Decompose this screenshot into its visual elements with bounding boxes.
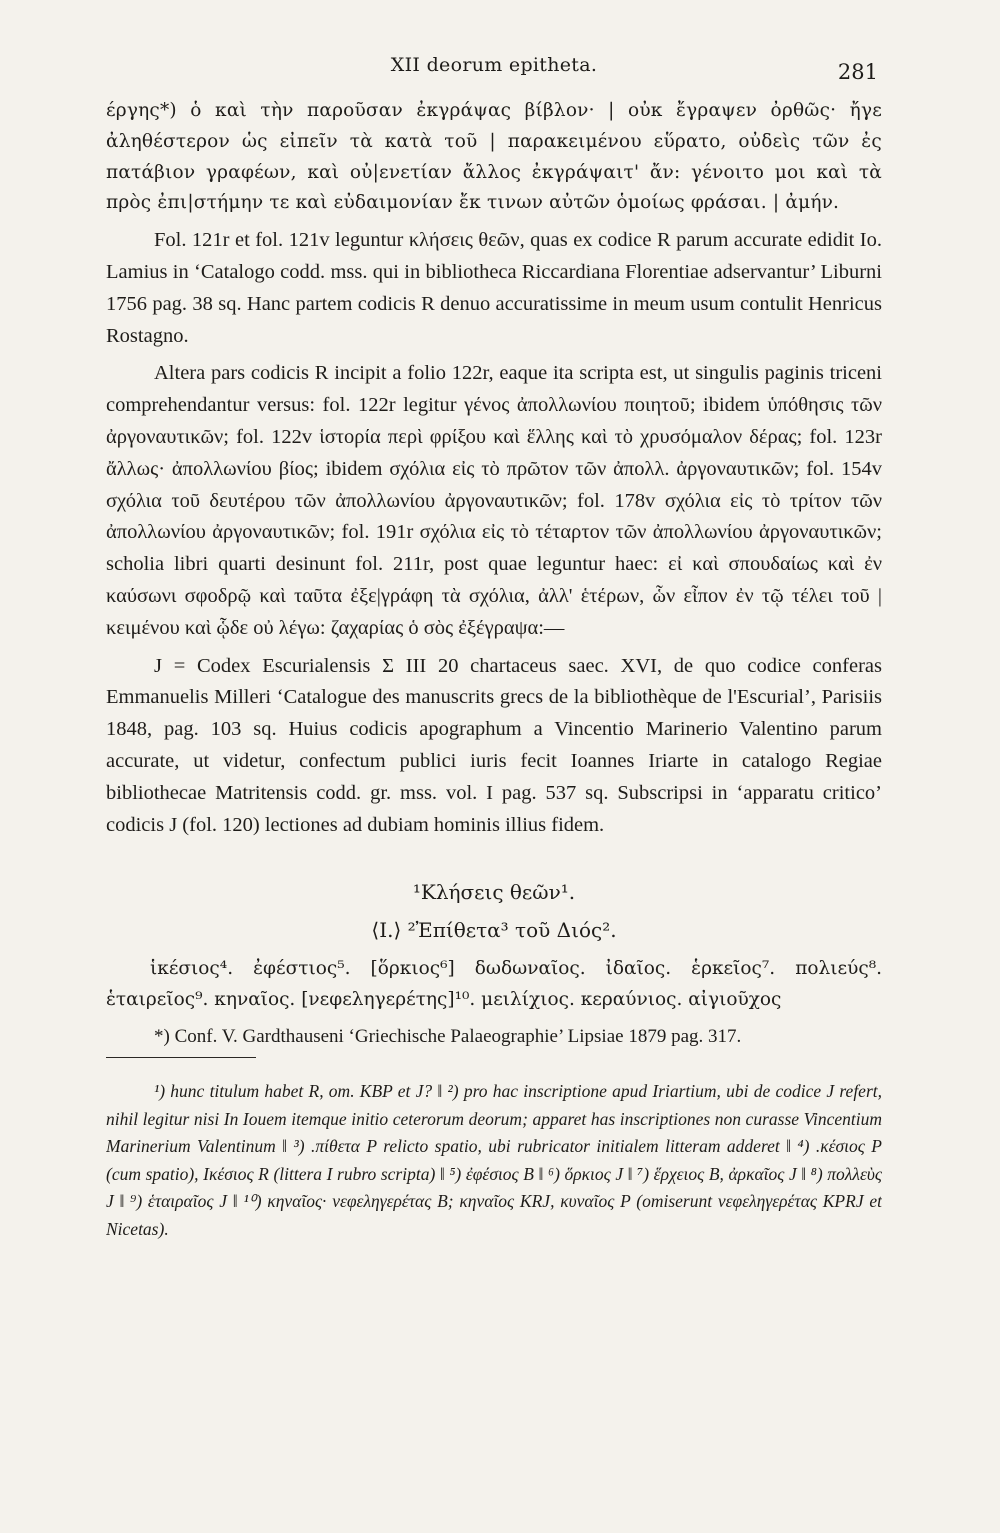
footnote-rule xyxy=(106,1057,256,1058)
paragraph-fol-121: Fol. 121r et fol. 121v leguntur κλήσεις θεῶν, quas ex codice R parum accurate edidit Io. Lamius in ‘Catalogo codd. mss. qui in bibliotheca Riccardiana Florentiae adservantur’ Liburni 1756 pag. 38 sq. Hanc partem codicis R denuo accuratissime in meum usum contulit Henricus Rostagno. xyxy=(106,229,882,347)
critical-apparatus: ¹) hunc titulum habet R, om. KBP et J? ‖ ²) pro hac inscriptione apud Iriartium, ubi de codice J refert, nihil legitur nisi In Iouem itemque initio ceterorum deorum; apparet has inscriptiones non curasse Vincentium Marinerium Valentinum ‖ ³) .πίθετα P relicto spatio, ubi rubricator initialem litteram adderet ‖ ⁴) .κέσιος P (cum spatio), Ικέσιος R (littera I rubro scripta) ‖ ⁵) ἐφέσιος B ‖ ⁶) ὅρκιος J ‖ ⁷) ἕρχειος B, ἀρκαῖος J ‖ ⁸) πολλεὺς J ‖ ⁹) ἑταιραῖος J ‖ ¹⁰) κηναῖος· νεφεληγερέτας B; κηναῖος KRJ, κυναῖος P (omiserunt νεφεληγερέτας KPRJ et Nicetas). xyxy=(106,1081,882,1239)
page-number: 281 xyxy=(837,60,878,84)
epithet-list: ἱκέσιος⁴. ἐφέστιος⁵. [ὅρκιος⁶] δωδωναῖος. ἰδαῖος. ἑρκεῖος⁷. πολιεύς⁸. ἑταιρεῖος⁹. κηναῖος. [νεφεληγερέτης]¹⁰. μειλίχιος. κεραύνιος. αἰγιοῦχος xyxy=(106,958,882,1011)
paragraph-codex-j: J = Codex Escurialensis Σ III 20 chartaceus saec. XVI, de quo codice conferas Emmanuelis Milleri ‘Catalogue des manuscrits grecs de la bibliothèque de l'Escurial’, Parisiis 1848, pag. 103 sq. Huius codicis apographum a Vincentio Marinerio Valentino parum accurate, ut videtur, confectum publici iuris fecit Ioannes Iriarte in catalogo Regiae bibliothecae Matritensis codd. gr. mss. vol. I pag. 537 sq. Subscripsi in ‘apparatu critico’ codicis J (fol. 120) lectiones ad dubiam hominis illius fidem. xyxy=(106,654,882,836)
paragraph-altera-pars: Altera pars codicis R incipit a folio 122r, eaque ita scripta est, ut singulis paginis triceni comprehendantur versus: fol. 122r legitur γένος ἀπολλωνίου ποιητοῦ; ibidem ὑπόθησις τῶν ἀργοναυτικῶν; fol. 122v ἱστορία περὶ φρίξου καὶ ἕλλης καὶ τὸ χρυσόμαλον δέρας; fol. 123r ἄλλως· ἀπολλωνίου βίος; ibidem σχόλια εἰς τὸ πρῶτον τῶν ἀπολλ. ἀργοναυτικῶν; fol. 154v σχόλια τοῦ δευτέρου τῶν ἀπολλωνίου ἀργοναυτικῶν; fol. 178v σχόλια εἰς τὸ τρίτον τῶν ἀπολλωνίου ἀργοναυτικῶν; fol. 191r σχόλια εἰς τὸ τέταρτον τῶν ἀπολλωνίου ἀργοναυτικῶν; scholia libri quarti desinunt fol. 211r, post quae leguntur haec: εἰ καὶ σπουδαίως καὶ ἐν καύσωνι σφοδρῷ καὶ ταῦτα ἐξε|γράφη τὰ σχόλια, ἀλλ' ἑτέρων, ὧν εἶπον ἐν τῷ τέλει τοῦ | κειμένου καὶ ᾧδε οὐ λέγω: ζαχαρίας ὁ σὸς ἐξέγραψα:— xyxy=(106,362,882,639)
paragraph-subscription: έργης*) ὁ καὶ τὴν παροῦσαν ἐκγράψας βίβλον· | οὐκ ἔγραψεν ὀρθῶς· ἤγε ἀληθέστερον ὡς εἰπεῖν τὰ κατὰ τοῦ | παρακειμένου εὕρατο, οὐδεὶς τῶν ἐς πατάβιον γραφέων, καὶ οὐ|ενετίαν ἄλλος ἐκγράψαιτ' ἄν: γένοιτο μοι καὶ τὰ πρὸς ἐπι|στήμην τε καὶ εὐδαιμονίαν ἔκ τινων αὐτῶν ὁμοίως φράσαι. | ἀμήν. xyxy=(106,100,882,214)
section-title: ¹Κλήσεις θεῶν¹. xyxy=(412,880,576,905)
footnote-star: *) Conf. V. Gardthauseni ‘Griechische Palaeographie’ Lipsiae 1879 pag. 317. xyxy=(154,1026,742,1048)
page-header xyxy=(106,48,882,90)
running-head: XII deorum epitheta. xyxy=(390,54,598,76)
section-spacer xyxy=(106,841,882,875)
section-subtitle: ⟨I.⟩ ²Ἐπίθετα³ τοῦ Διός². xyxy=(371,918,617,943)
book-page xyxy=(106,48,882,1508)
